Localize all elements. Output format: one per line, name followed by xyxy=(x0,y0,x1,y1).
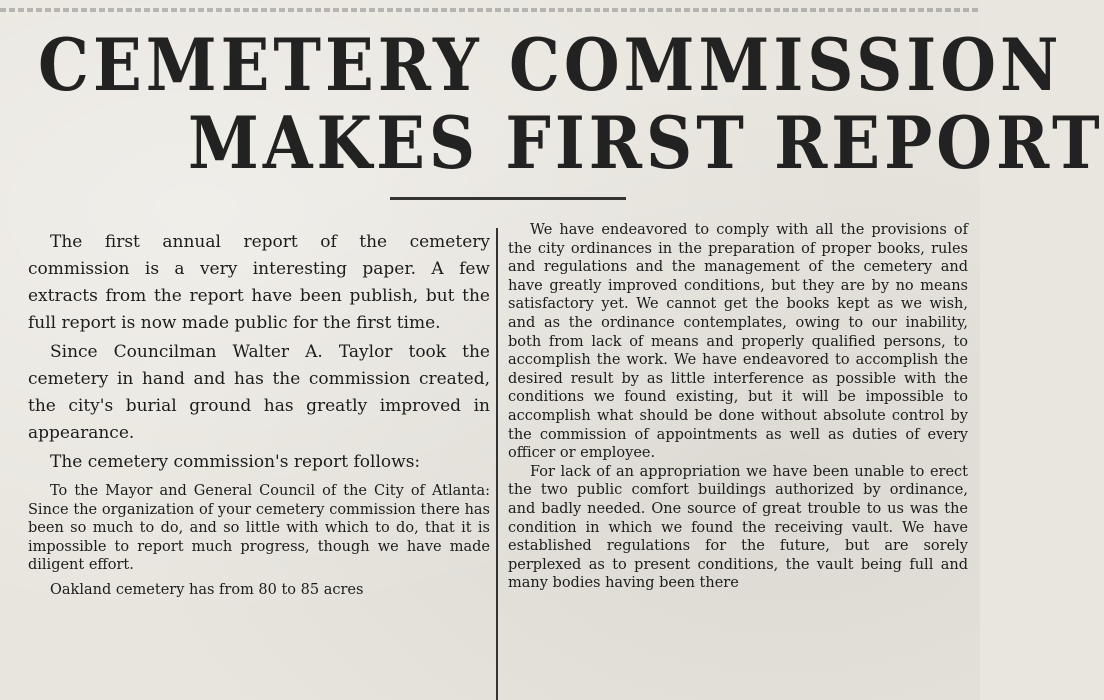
left-column xyxy=(28,229,490,600)
paragraph: Oakland cemetery has from 80 to 85 acres xyxy=(50,581,364,598)
column-divider xyxy=(496,228,498,700)
paragraph: Since Councilman Walter A. Taylor took the cemetery in hand and has the commission created, the city's burial ground has greatly improved in appearance. xyxy=(28,342,490,443)
paragraph: We have endeavored to comply with all the provisions of the city ordinances in the preparation of proper books, rules and regulations and the management of the cemetery and have greatly improved conditions, but they are by no means satisfactory yet. We cannot get the books kept as we wish, and as the ordinance contemplates, owing to our inability, both from lack of means and properly qualified persons, to accomplish the work. We have endeavored to accomplish the desired result by as little interference as possible with the conditions we found existing, but it will be impossible to accomplish what should be done without absolute control by the commission of appointments as well as duties of every officer or employee. xyxy=(508,222,968,462)
right-column xyxy=(508,221,968,593)
headline-line-2: MAKES FIRST REPORT xyxy=(188,102,1104,186)
paragraph: The first annual report of the cemetery commission is a very interesting paper. A few extracts from the report have been publish, but the full report is now made public for the first time. xyxy=(28,232,490,333)
top-border xyxy=(0,8,980,12)
paragraph: To the Mayor and General Council of the City of Atlanta: Since the organization of your cemetery commission there has been so much to do, and so little with which to do, that it is impossible to report much progress, though we have made diligent effort. xyxy=(28,483,490,574)
headline-rule xyxy=(390,197,626,200)
headline-line-1: CEMETERY COMMISSION xyxy=(38,24,1063,108)
paragraph: For lack of an appropriation we have been unable to erect the two public comfort buildings authorized by ordinance, and badly needed. One source of great trouble to us was the condition in which we found the receiving vault. We have established regulations for the future, but are sorely perplexed as to present conditions, the vault being full and many bodies having been there xyxy=(508,463,968,592)
paragraph: The cemetery commission's report follows: xyxy=(50,452,421,472)
